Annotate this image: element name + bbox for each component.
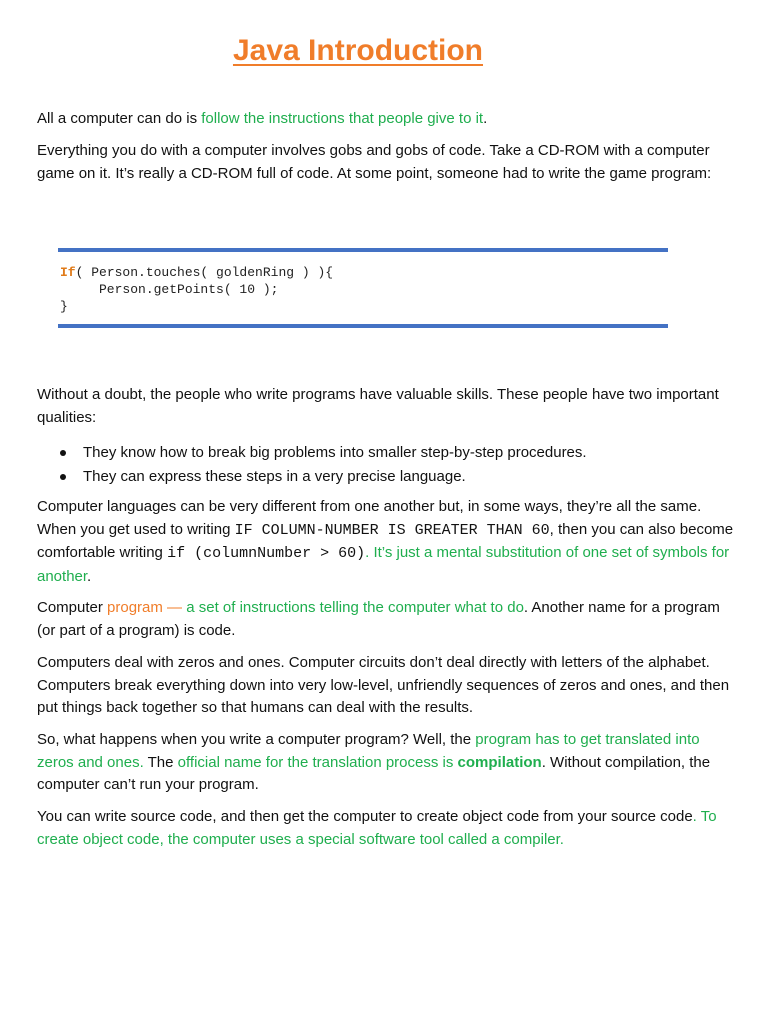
term-compilation: compilation xyxy=(457,753,542,771)
languages-text-b: , then you can also become comfortable writing xyxy=(37,520,734,562)
compilation-text-b: The xyxy=(143,753,178,771)
intro-tail: . xyxy=(483,110,488,127)
paragraph-zeros-ones: Computers deal with zeros and ones. Computer circuits don’t deal directly with letters of the alphabet. Computers break everything down into very low-level, unfriendly sequences of zeros and ones, and then put things back together so that humans can deal with the results. xyxy=(37,654,730,717)
paragraph-languages xyxy=(37,496,737,588)
paragraph-code-everywhere: Everything you do with a computer involves gobs and gobs of code. Take a CD-ROM with a computer game on it. It’s really a CD-ROM full of code. At some point, someone had to write the game program: xyxy=(37,142,712,182)
definition-dash: — xyxy=(162,599,187,616)
code-line-1 xyxy=(60,264,333,281)
compiler-text-a: You can write source code, and then get the computer to create object code from your source code xyxy=(37,808,693,825)
code-line-3: } xyxy=(60,299,68,314)
languages-highlight: . It’s just a mental substitution of one set of symbols for another xyxy=(37,544,730,585)
definition-tail: . Another name for a program (or part of a program) is code. xyxy=(37,599,720,639)
languages-text-a: Computer languages can be very different from one another but, in some ways, they’re all the same. When you get used to writing xyxy=(37,498,702,538)
languages-tail: . xyxy=(87,567,92,585)
paragraph-intro xyxy=(37,108,737,131)
bullet-icon xyxy=(60,450,66,456)
code-block xyxy=(58,248,668,328)
compiler-highlight: . To create object code, the computer uses a special software tool called a compiler. xyxy=(37,808,717,848)
term-program: program xyxy=(107,599,163,616)
paragraph-compilation xyxy=(37,729,737,797)
page-title: Java Introduction xyxy=(232,34,484,67)
code-line-1-rest: ( Person.touches( goldenRing ) ){ xyxy=(75,265,334,280)
compilation-highlight-2: official name for the translation process is xyxy=(177,753,458,771)
list-item xyxy=(37,465,737,489)
paragraph-compiler xyxy=(37,806,737,851)
paragraph-qualities: Without a doubt, the people who write programs have valuable skills. These people have two important qualities: xyxy=(37,386,719,426)
compilation-highlight-1: program has to get translated into zeros and ones. xyxy=(37,731,700,771)
code-keyword: If xyxy=(60,265,76,280)
compilation-tail: . Without compilation, the computer can’t run your program. xyxy=(37,753,711,794)
inline-code-cobol: IF COLUMN-NUMBER IS GREATER THAN 60 xyxy=(234,521,550,539)
compilation-text-a: So, what happens when you write a computer program? Well, the xyxy=(37,731,476,748)
inline-code-java: if (columnNumber > 60) xyxy=(167,545,366,563)
code-line-2: Person.getPoints( 10 ); xyxy=(60,282,279,297)
paragraph-program-definition xyxy=(37,597,737,642)
definition-highlight: a set of instructions telling the computer what to do xyxy=(186,599,524,616)
list-item-text: They know how to break big problems into smaller step-by-step procedures. xyxy=(83,444,587,461)
definition-text-a: Computer xyxy=(37,599,108,616)
bullet-icon xyxy=(60,474,66,480)
qualities-list xyxy=(37,441,737,489)
intro-highlight: follow the instructions that people give to it xyxy=(201,110,484,127)
list-item xyxy=(37,441,737,465)
list-item-text: They can express these steps in a very precise language. xyxy=(83,468,466,485)
intro-text: All a computer can do is xyxy=(37,110,202,127)
